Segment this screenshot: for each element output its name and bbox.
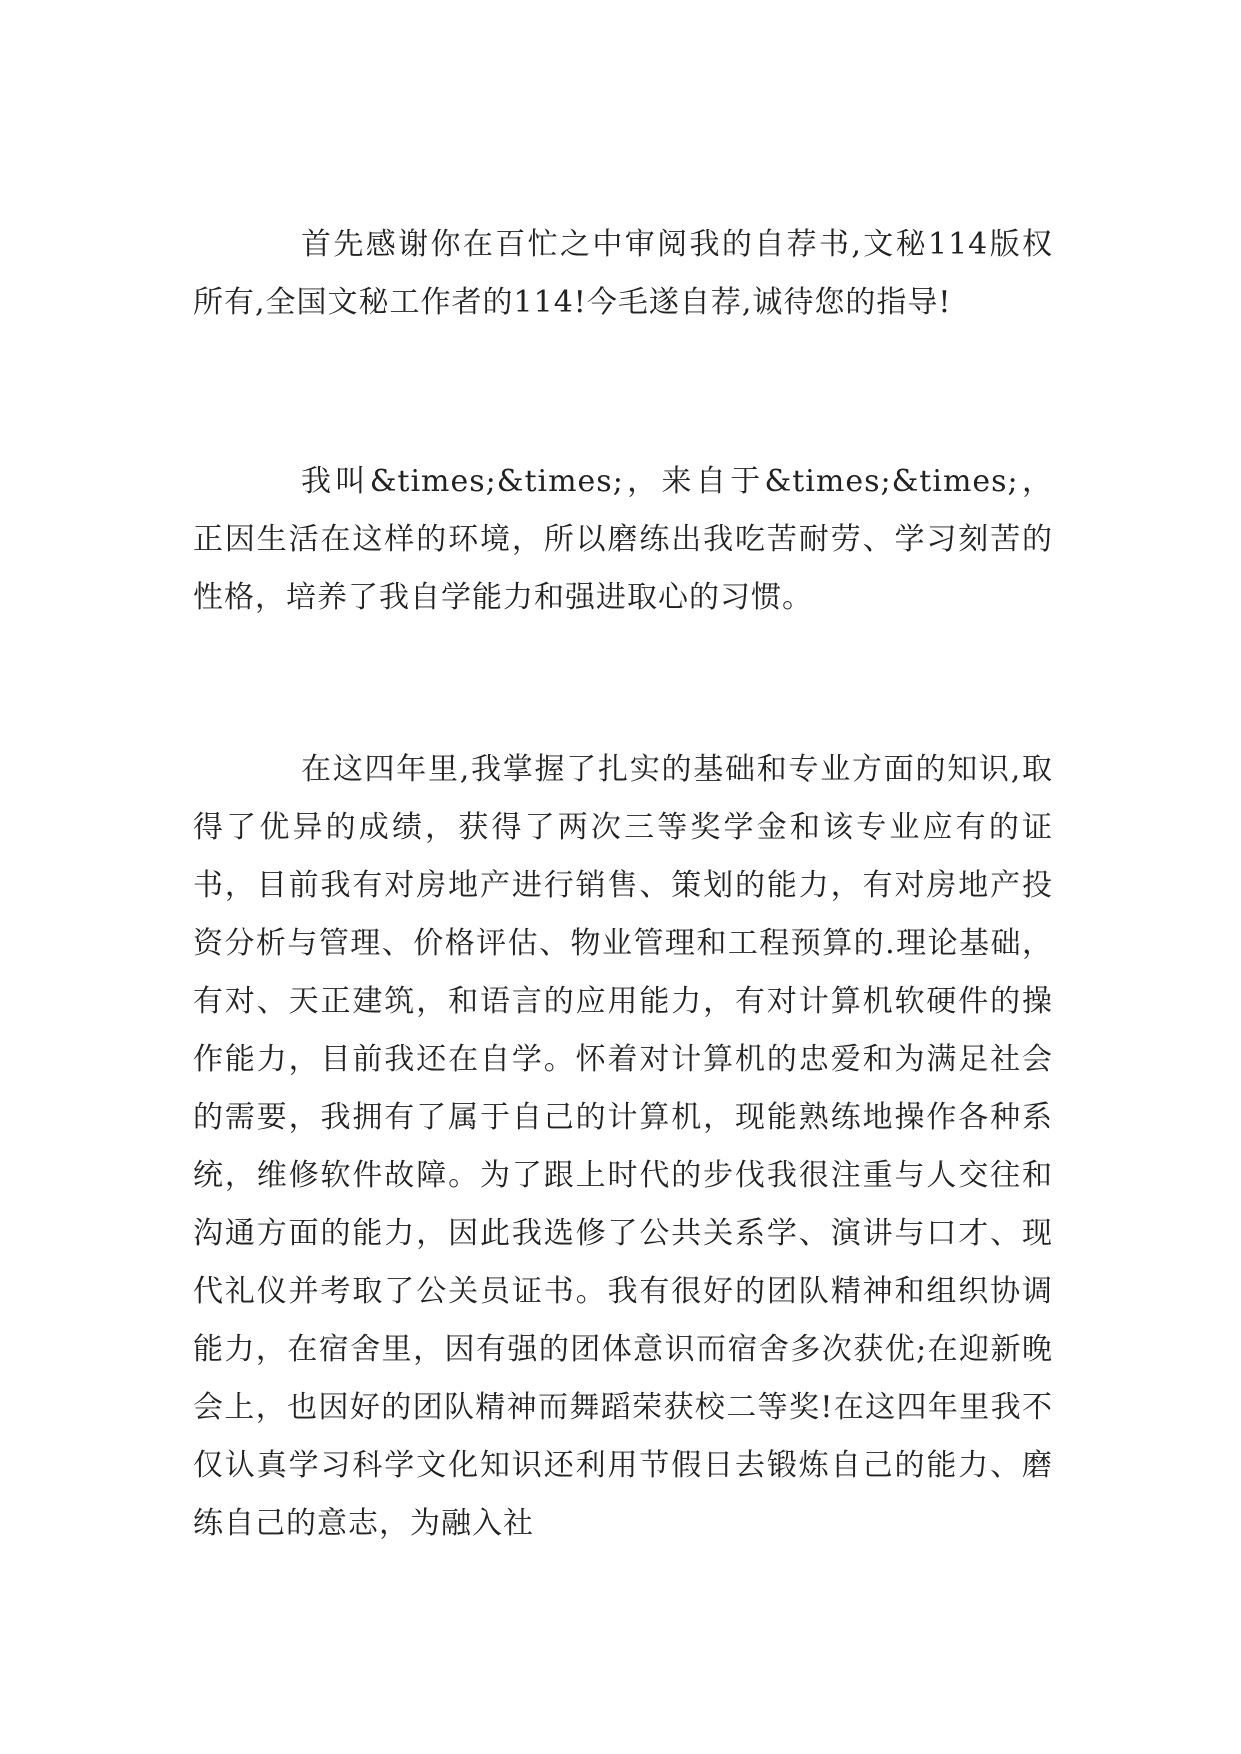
paragraph-introduction: 我叫&times;&times;，来自于&times;&times;，正因生活在这样的环境，所以磨练出我吃苦耐劳、学习刻苦的性格，培养了我自学能力和强进取心的习惯。 bbox=[193, 464, 1053, 615]
paragraph-achievements: 在这四年里,我掌握了扎实的基础和专业方面的知识,取得了优异的成绩，获得了两次三等奖学金和该专业应有的证书，目前我有对房地产进行销售、策划的能力，有对房地产投资分析与管理、价格评估、物业管理和工程预算的.理论基础，有对、天正建筑，和语言的应用能力，有对计算机软硬件的操作能力，目前我还在自学。怀着对计算机的忠爱和为满足社会的需要，我拥有了属于自己的计算机，现能熟练地操作各种系统，维修软件故障。为了跟上时代的步伐我很注重与人交往和沟通方面的能力，因此我选修了公共关系学、演讲与口才、现代礼仪并考取了公关员证书。我有很好的团队精神和组织协调能力，在宿舍里，因有强的团体意识而宿舍多次获优;在迎新晚会上，也因好的团队精神而舞蹈荣获校二等奖!在这四年里我不仅认真学习科学文化知识还利用节假日去锻炼自己的能力、磨练自己的意志，为融入社 bbox=[193, 752, 1053, 1541]
paragraph-gratitude: 首先感谢你在百忙之中审阅我的自荐书,文秘114版权所有,全国文秘工作者的114!今毛遂自荐,诚待您的指导! bbox=[193, 227, 1053, 320]
